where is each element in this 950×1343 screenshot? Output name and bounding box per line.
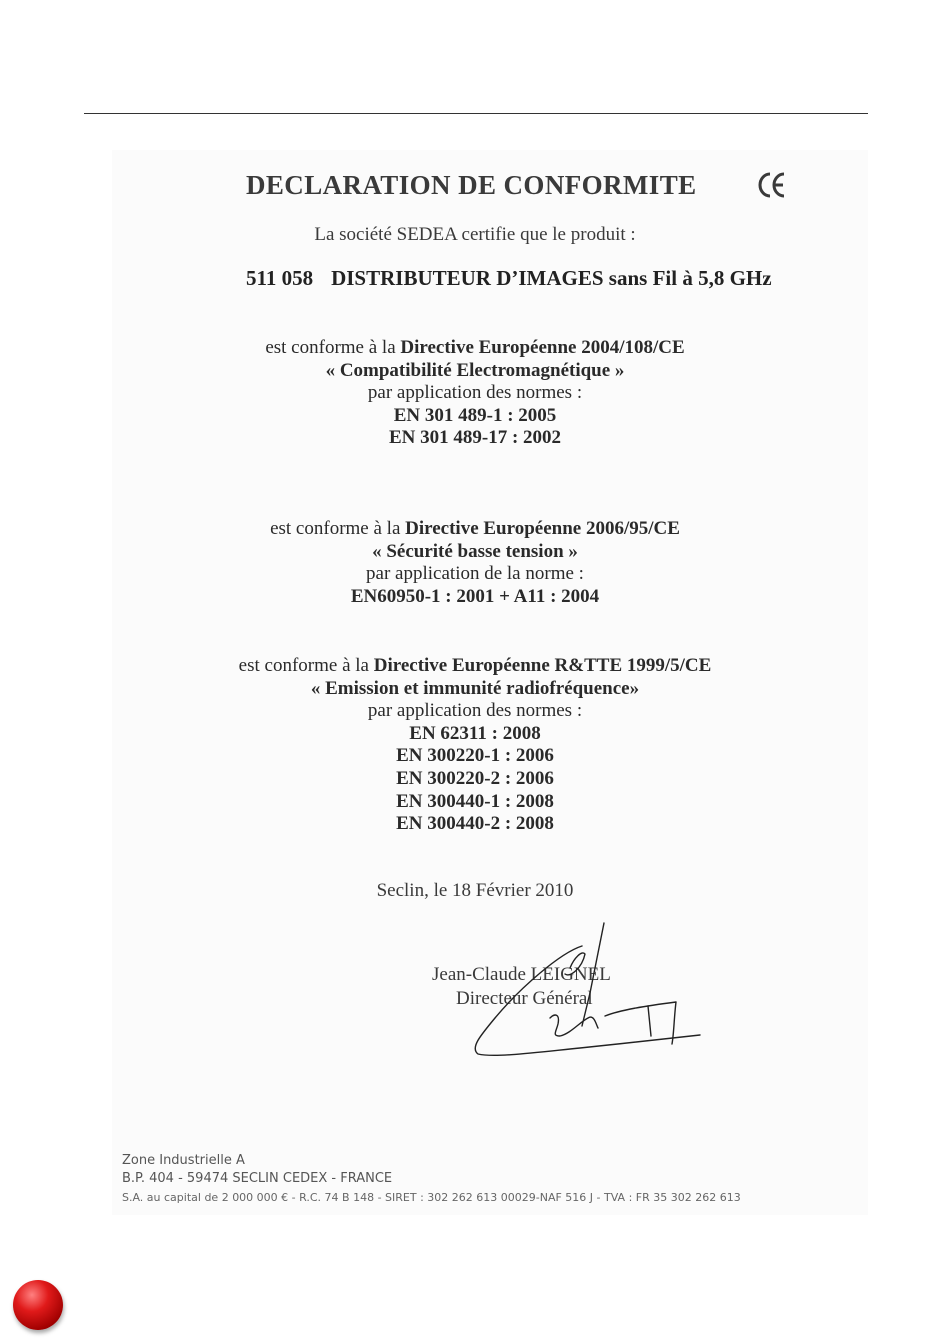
norm-item: EN 300220-1 : 2006 bbox=[396, 745, 554, 767]
signatory-name: Jean-Claude LEIGNEL bbox=[432, 964, 611, 985]
footer-address-line-1: Zone Industrielle A bbox=[122, 1153, 245, 1168]
directive-subject: « Emission et immunité radiofréquence» bbox=[310, 677, 640, 699]
norm-item: EN 300440-1 : 2008 bbox=[396, 790, 554, 812]
product-line bbox=[246, 266, 772, 291]
application-text: par application des normes : bbox=[367, 700, 583, 722]
product-code: 511 058 bbox=[246, 266, 314, 290]
directive-block-rtte bbox=[0, 655, 950, 836]
footer-address-line-2: B.P. 404 - 59474 SECLIN CEDEX - FRANCE bbox=[122, 1171, 393, 1186]
product-name: DISTRIBUTEUR D’IMAGES sans Fil à 5,8 GHz bbox=[331, 266, 772, 290]
directive-subject: « Sécurité basse tension » bbox=[372, 540, 578, 562]
norm-item: EN 301 489-1 : 2005 bbox=[393, 404, 557, 426]
directive-block-low-voltage bbox=[0, 518, 950, 608]
norm-item: EN 300440-2 : 2008 bbox=[396, 813, 554, 835]
intro-text: La société SEDEA certifie que le produit : bbox=[314, 224, 636, 245]
directive-name: Directive Européenne R&TTE 1999/5/CE bbox=[373, 655, 712, 676]
directive-name: Directive Européenne 2006/95/CE bbox=[405, 518, 680, 539]
norm-item: EN60950-1 : 2001 + A11 : 2004 bbox=[350, 585, 600, 607]
application-text: par application de la norme : bbox=[366, 563, 584, 585]
directive-name: Directive Européenne 2004/108/CE bbox=[400, 337, 685, 358]
directive-block-emc bbox=[0, 337, 950, 450]
conformity-prefix: est conforme à la bbox=[270, 518, 406, 539]
red-dot-icon bbox=[13, 1280, 63, 1330]
conformity-prefix: est conforme à la bbox=[238, 655, 374, 676]
norm-item: EN 301 489-17 : 2002 bbox=[388, 427, 562, 449]
directive-subject: « Compatibilité Electromagnétique » bbox=[325, 359, 625, 381]
footer-legal-line: S.A. au capital de 2 000 000 € - R.C. 74 B 148 - SIRET : 302 262 613 00029-NAF 516 J - TVA : FR 35 302 262 613 bbox=[122, 1191, 741, 1204]
signatory-title: Directeur Général bbox=[456, 988, 593, 1009]
header-rule bbox=[84, 113, 868, 114]
place-date: Seclin, le 18 Février 2010 bbox=[376, 880, 574, 901]
handwritten-signature bbox=[470, 918, 710, 1063]
application-text: par application des normes : bbox=[367, 382, 583, 404]
conformity-prefix: est conforme à la bbox=[265, 337, 401, 358]
title-row bbox=[246, 170, 806, 210]
norm-item: EN 300220-2 : 2006 bbox=[396, 767, 554, 789]
norm-item: EN 62311 : 2008 bbox=[409, 722, 541, 744]
document-title: DECLARATION DE CONFORMITE bbox=[246, 170, 697, 200]
ce-mark-icon bbox=[758, 170, 786, 200]
